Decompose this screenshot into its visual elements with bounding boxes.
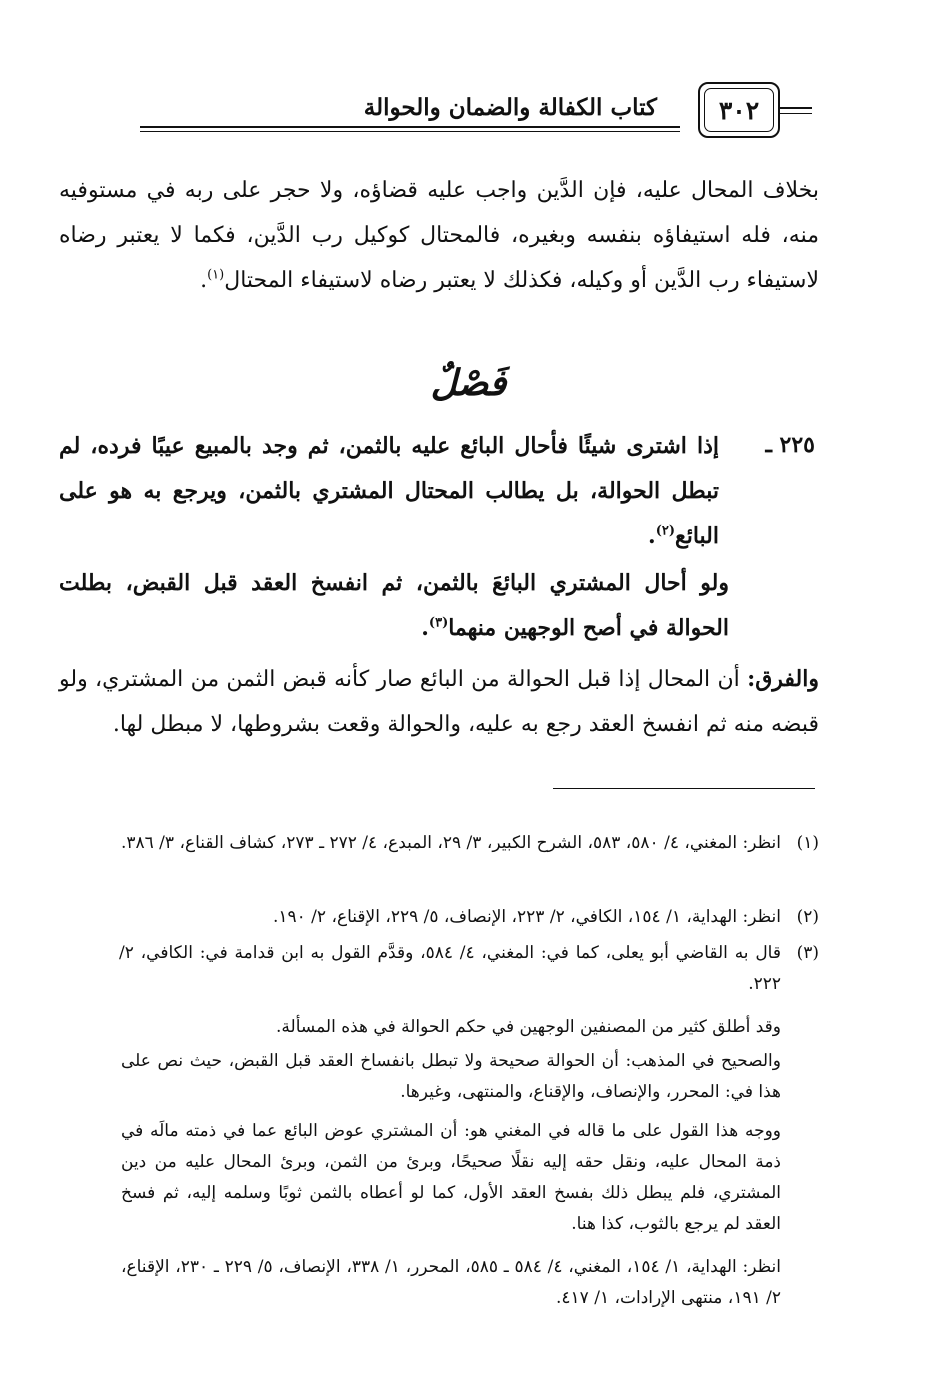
- rule-text-1: [59, 424, 719, 559]
- page-number: ٣٠٢: [718, 95, 760, 125]
- rule-text-2-end: .: [421, 615, 429, 641]
- badge-ornament-line-thin: [780, 113, 812, 114]
- footnote-2: انظر: الهداية، ١/ ١٥٤، الكافي، ٢/ ٢٢٣، الإنصاف، ٥/ ٢٢٩، الإقناع، ٢/ ١٩٠.: [272, 907, 781, 927]
- footnote-ref-3: (٣): [428, 615, 449, 631]
- footnote-3: قال به القاضي أبو يعلى، كما في: المغني، ٤/ ٥٨٤، وقدَّم القول به ابن قدامة في: الكافي، ٢/ ٢٢٢.: [119, 943, 781, 994]
- running-header-title: كتاب الكفالة والضمان والحوالة: [363, 94, 657, 121]
- footnote-3-note-2: والصحيح في المذهب: أن الحوالة صحيحة ولا تبطل بانفساخ العقد قبل القبض، حيث نص على هذا في: المحرر، والإنصاف، والإقناع، والمنتهى، وغيرها.: [121, 1051, 781, 1102]
- page-number-badge: [698, 82, 780, 138]
- footnote-1-number: (١): [796, 833, 819, 853]
- difference-paragraph: [59, 657, 819, 747]
- footnote-1: انظر: المغني، ٤/ ٥٨٠، ٥٨٣، الشرح الكبير، ٣/ ٢٩، المبدع، ٤/ ٢٧٢ ـ ٢٧٣، كشاف القناع، ٣/ ٣٨٦.: [120, 833, 781, 853]
- footnote-2-number: (٢): [796, 907, 819, 927]
- rule-text-1-body: إذا اشترى شيئًا فأحال البائع عليه بالثمن، ثم وجد بالمبيع عيبًا فرده، لم تبطل الحوالة، بل يطالب المحتال المشتري بالثمن، ويرجع به هو على البائع: [59, 433, 719, 549]
- intro-paragraph: [59, 168, 819, 303]
- rule-text-1-end: .: [648, 523, 656, 549]
- badge-ornament-line: [780, 107, 812, 109]
- footnote-ref-2: (٢): [655, 523, 675, 539]
- section-heading: فَصْلٌ: [430, 362, 507, 404]
- rule-text-2-body: ولو أحال المشتري البائعَ بالثمن، ثم انفسخ العقد قبل القبض، بطلت الحوالة في أصح الوجهين منهما: [59, 570, 729, 641]
- intro-text: بخلاف المحال عليه، فإن الدَّين واجب عليه قضاؤه، ولا حجر على ربه في مستوفيه منه، فله استيفاؤه بنفسه وبغيره، فالمحتال كوكيل رب الدَّين، فكما لا يعتبر رضاه لاستيفاء رب الدَّين أو وكيله، فكذلك لا يعتبر رضاه لاستيفاء المحتال: [59, 178, 819, 293]
- footnote-3-note-3: ووجه هذا القول على ما قاله في المغني هو: أن المشتري عوض البائع عما في ذمته مالَه في ذمة المحال عليه، ونقل حقه إليه نقلًا صحيحًا، وبرئ من الثمن، وبرئ المحال عليه من دين المشتري، فلم يبطل ذلك بفسخ العقد الأول، كما لو أعطاه بالثمن ثوبًا وسلمه إليه، ثم فسخ العقد لم يرجع بالثوب، كذا هنا.: [121, 1121, 781, 1234]
- rule-number: ٢٢٥ ـ: [765, 432, 815, 458]
- footnote-3-note-1: وقد أطلق كثير من المصنفين الوجهين في حكم الحوالة في هذه المسألة.: [276, 1017, 781, 1037]
- difference-label: والفرق:: [747, 666, 819, 692]
- footnote-3-note-4: انظر: الهداية، ١/ ١٥٤، المغني، ٤/ ٥٨٤ ـ ٥٨٥، المحرر، ١/ ٣٣٨، الإنصاف، ٥/ ٢٢٩ ـ ٢٣٠، الإقناع، ٢/ ١٩١، منتهى الإرادات، ١/ ٤١٧.: [121, 1257, 781, 1308]
- difference-text: أن المحال إذا قبل الحوالة من البائع صار كأنه قبض الثمن من المشتري، ولو قبضه منه ثم انفسخ العقد رجع به عليه، والحوالة وقعت بشروطها، لا مبطل لها.: [59, 667, 819, 737]
- header-rule: [140, 126, 680, 128]
- footnote-3-number: (٣): [796, 943, 819, 963]
- rule-text-2: [59, 561, 729, 651]
- footnote-ref-1: (١): [207, 267, 225, 283]
- header-rule-thin: [140, 131, 680, 132]
- footnote-separator: [553, 788, 815, 789]
- intro-end: .: [200, 268, 208, 293]
